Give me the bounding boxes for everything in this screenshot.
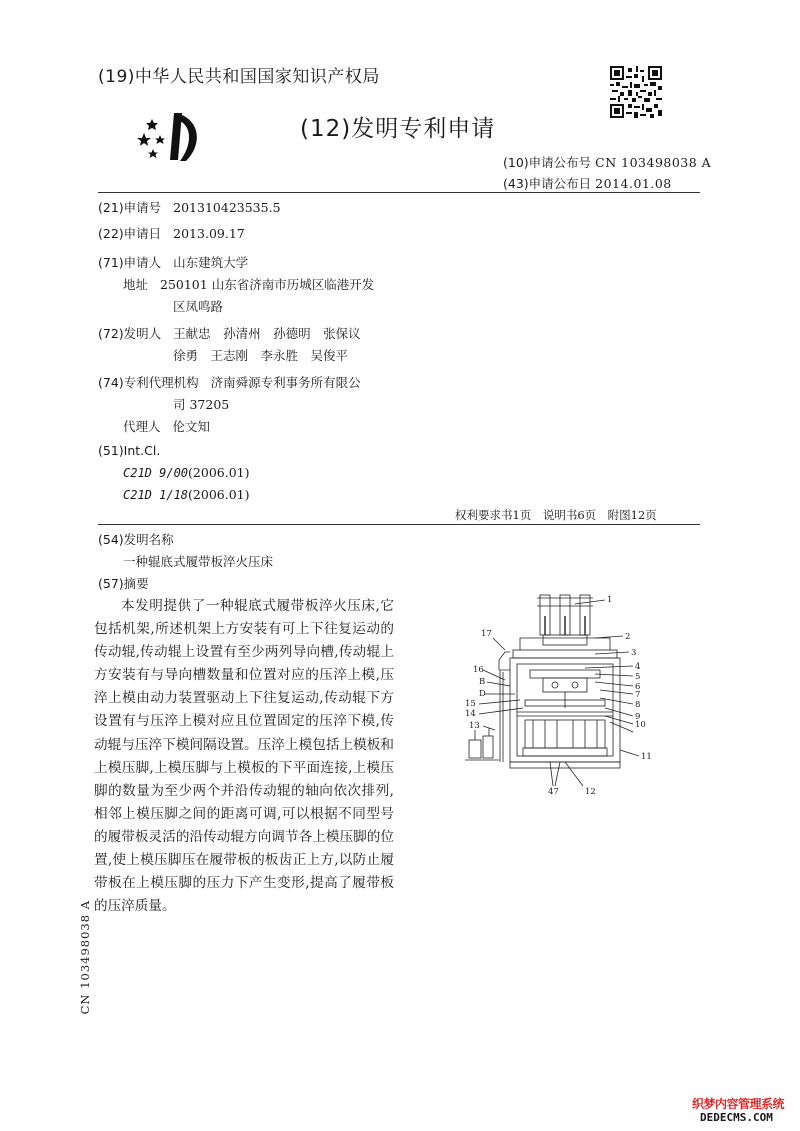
- abstract-text: 本发明提供了一种辊底式履带板淬火压床,它包括机架,所述机架上方安装有可上下往复运动的传动辊,传动辊上设置有至少两列导向槽,传动辊上方安装有与导向槽数量和位置对应的压淬上模,压淬上模由动力装置驱动上下往复运动,传动辊下方设置有与压淬上模对应且位置固定的压淬下模,传动辊与压淬下模间隔设置。压淬上模包括上模板和上模压脚,上模压脚与上模板的下平面连接,上模压脚的数量为至少两个并沿传动辊的轴向依次排列,相邻上模压脚之间的距离可调,可以根据不同型号的履带板灵活的沿传动辊方向调节各上模压脚的位置,使上模压脚压在履带板的板齿正上方,以防止履带板在上模压脚的压力下产生变形,提高了履带板的压淬质量。: [94, 598, 394, 915]
- agent-value: 伦文知: [172, 419, 211, 434]
- invention-title: 一种辊底式履带板淬火压床: [123, 554, 274, 569]
- fig-label: 9: [635, 712, 641, 722]
- publication-number-label: (10)申请公布号: [503, 155, 592, 170]
- fig-label: 5: [635, 672, 641, 682]
- ipc-version-2: (2006.01): [188, 487, 250, 502]
- application-date-label: (22)申请日: [98, 226, 162, 241]
- header-divider: [98, 192, 700, 193]
- fig-label: 6: [635, 682, 641, 692]
- fig-label: 12: [585, 787, 596, 797]
- ipc-classification-2: [123, 487, 249, 502]
- applicant-label: (71)申请人: [98, 255, 162, 270]
- fig-label: 17: [481, 629, 492, 639]
- logo-star: [146, 119, 158, 130]
- office-name: (19)中华人民共和国国家知识产权局: [98, 67, 380, 87]
- fig-label: 2: [625, 632, 631, 642]
- applicant: [98, 253, 248, 271]
- inventors-line-2: 徐勇 王志刚 李永胜 吴俊平: [173, 348, 349, 363]
- ipc-version-1: (2006.01): [188, 465, 250, 480]
- address-line-2: 区凤鸣路: [173, 299, 224, 314]
- fig-label: 11: [641, 752, 652, 762]
- fig-label: 15: [465, 699, 476, 709]
- application-number-label: (21)申请号: [98, 200, 162, 215]
- patent-agency-line-1: 济南舜源专利事务所有限公: [210, 375, 361, 390]
- fig-label: 3: [631, 648, 637, 658]
- fig-label: 13: [469, 721, 480, 731]
- ipc-code-1: C21D 9/00: [123, 466, 189, 480]
- publication-date: [503, 174, 672, 192]
- biblio-divider: [98, 524, 700, 525]
- fig-label: 1: [607, 595, 613, 605]
- publication-date-value: 2014.01.08: [595, 176, 672, 191]
- qr-code: [610, 66, 662, 118]
- inventors-label: (72)发明人: [98, 326, 162, 341]
- application-number-value: 201310423535.5: [173, 200, 281, 215]
- watermark-text: 织梦内容管理系统: [692, 1097, 785, 1111]
- publication-number: [503, 153, 711, 171]
- logo-star: [148, 149, 158, 158]
- application-date: [98, 224, 245, 242]
- ipc-code-2: C21D 1/18: [123, 488, 189, 502]
- agent: [123, 417, 210, 435]
- fig-label: 4: [635, 662, 641, 672]
- ipc-classification-1: [123, 465, 249, 480]
- abstract-drawing: [455, 590, 655, 800]
- logo-star: [155, 135, 165, 144]
- abstract-label: (57)摘要: [98, 576, 149, 591]
- fig-label: D: [479, 689, 486, 699]
- applicant-value: 山东建筑大学: [173, 255, 249, 270]
- publication-number-value: CN 103498038 A: [595, 155, 712, 170]
- fig-label: 47: [548, 787, 559, 797]
- title-label: (54)发明名称: [98, 532, 174, 547]
- logo-star: [137, 133, 151, 146]
- intcl-label: (51)Int.Cl.: [98, 443, 161, 458]
- cnipa-logo: [130, 105, 210, 165]
- fig-label: 10: [635, 720, 646, 730]
- side-publication-code: CN 103498038 A: [78, 900, 92, 1015]
- inventors: [98, 324, 361, 342]
- inventors-line-1: 王献忠 孙清州 孙德明 张保议: [173, 326, 361, 341]
- patent-agency-line-2: 司 37205: [173, 397, 230, 412]
- patent-agency-label: (74)专利代理机构: [98, 375, 199, 390]
- fig-label: 8: [635, 700, 641, 710]
- fig-label: 14: [465, 709, 476, 719]
- patent-agency: [98, 373, 361, 391]
- agent-label: 代理人: [123, 419, 161, 434]
- publication-date-label: (43)申请公布日: [503, 176, 592, 191]
- address: [123, 275, 374, 293]
- fig-label: 16: [473, 665, 484, 675]
- document-type: (12)发明专利申请: [300, 116, 496, 142]
- fig-label: 7: [635, 690, 641, 700]
- address-line-1: 250101 山东省济南市历城区临港开发: [160, 277, 375, 292]
- application-number: [98, 198, 281, 216]
- page-count-info: 权利要求书1页 说明书6页 附图12页: [455, 508, 657, 522]
- address-label: 地址: [123, 277, 149, 292]
- application-date-value: 2013.09.17: [173, 226, 245, 241]
- watermark-domain: DEDECMS.COM: [700, 1111, 773, 1124]
- fig-label: B: [479, 677, 486, 687]
